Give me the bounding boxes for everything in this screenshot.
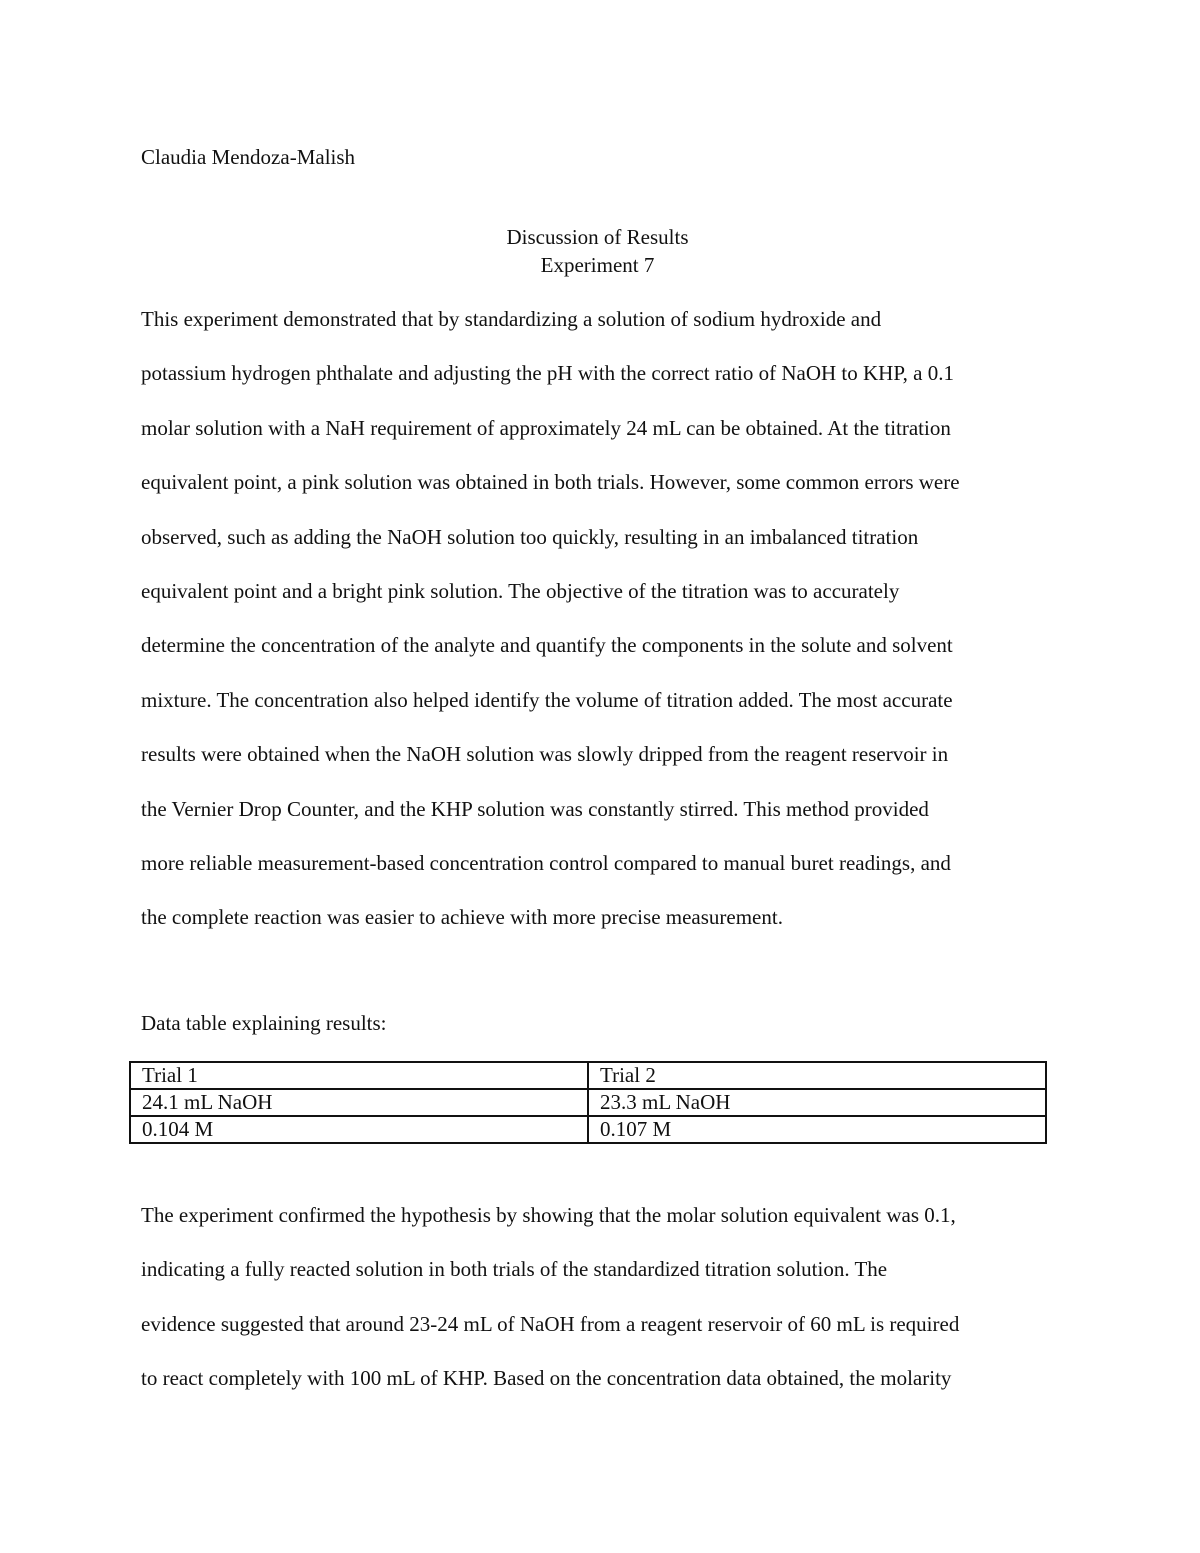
paragraph-line: determine the concentration of the analyte and quantify the components in the solute and solvent [141, 633, 953, 658]
paragraph-line: observed, such as adding the NaOH solution too quickly, resulting in an imbalanced titration [141, 524, 919, 549]
paragraph-line: This experiment demonstrated that by standardizing a solution of sodium hydroxide and [141, 307, 882, 331]
table-caption: Data table explaining results: [141, 1011, 387, 1035]
table-row [130, 1089, 1046, 1116]
paragraph-line: evidence suggested that around 23-24 mL of NaOH from a reagent reservoir of 60 mL is required [141, 1311, 960, 1336]
paragraph-line: indicating a fully reacted solution in both trials of the standardized titration solution. The [141, 1257, 888, 1282]
document-subtitle: Experiment 7 [540, 253, 655, 277]
paragraph-line: The experiment confirmed the hypothesis by showing that the molar solution equivalent was 0.1, [141, 1203, 956, 1227]
discussion-paragraph [141, 305, 1061, 958]
paragraph-line: equivalent point, a pink solution was obtained in both trials. However, some common errors were [141, 470, 960, 495]
table-cell: 23.3 mL NaOH [588, 1089, 1046, 1116]
conclusion-paragraph [141, 1201, 1061, 1419]
paragraph-line: equivalent point and a bright pink solution. The objective of the titration was to accurately [141, 578, 900, 603]
author-name: Claudia Mendoza-Malish [141, 145, 356, 169]
table-cell: 0.104 M [130, 1116, 588, 1143]
table-cell: Trial 2 [588, 1062, 1046, 1089]
table-row [130, 1116, 1046, 1143]
paragraph-line: the Vernier Drop Counter, and the KHP solution was constantly stirred. This method provided [141, 796, 929, 821]
paragraph-line: more reliable measurement-based concentration control compared to manual buret readings, and [141, 850, 951, 875]
table-row [130, 1062, 1046, 1089]
document-title: Discussion of Results [506, 225, 689, 249]
paragraph-line: the complete reaction was easier to achieve with more precise measurement. [141, 905, 783, 930]
results-table [129, 1061, 1047, 1144]
title-block [0, 223, 1195, 279]
paragraph-line: potassium hydrogen phthalate and adjusting the pH with the correct ratio of NaOH to KHP, a 0.1 [141, 361, 954, 386]
table-cell: Trial 1 [130, 1062, 588, 1089]
table-cell: 0.107 M [588, 1116, 1046, 1143]
paragraph-line: to react completely with 100 mL of KHP. Based on the concentration data obtained, the molarity [141, 1366, 952, 1391]
paragraph-line: mixture. The concentration also helped identify the volume of titration added. The most accurate [141, 687, 953, 712]
paragraph-line: molar solution with a NaH requirement of approximately 24 mL can be obtained. At the titration [141, 415, 951, 440]
paragraph-line: results were obtained when the NaOH solution was slowly dripped from the reagent reservoir in [141, 742, 949, 767]
table-cell: 24.1 mL NaOH [130, 1089, 588, 1116]
